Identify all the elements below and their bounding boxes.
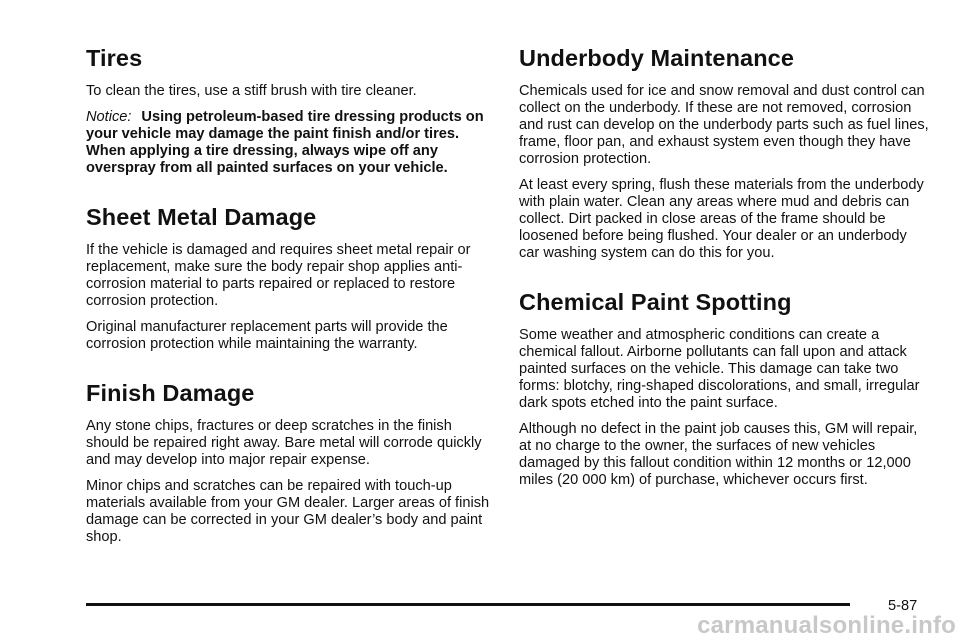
underbody-paragraph-1: Chemicals used for ice and snow removal and dust control can collect on the underbody. If these are not removed, corrosion and rust can develop on the underbody parts such as fuel lines, frame, floor pan, and exhaust system even though they have corrosion protection. [519,83,929,167]
sheet-metal-paragraph-1: If the vehicle is damaged and requires sheet metal repair or replacement, make sure the body repair shop applies anti-corrosion material to parts repaired or replaced to restore corrosion protection. [86,242,471,309]
section-chemical-paint-spotting [519,288,929,489]
section-underbody-maintenance [519,44,929,262]
watermark: carmanualsonline.info [697,612,956,639]
notice-text: Using petroleum-based tire dressing products on your vehicle may damage the paint finish and/or tires. When applying a tire dressing, always wipe off any overspray from all painted surfaces on your vehicle. [86,109,484,176]
right-column [519,44,929,489]
finish-damage-paragraph-1: Any stone chips, fractures or deep scratches in the finish should be repaired right away. Bare metal will corrode quickly and may develop into major repair expense. [86,418,482,468]
tires-paragraph: To clean the tires, use a stiff brush with tire cleaner. [86,83,417,99]
heading-finish-damage: Finish Damage [86,380,255,406]
footer-rule [86,603,850,606]
heading-chemical-paint-spotting: Chemical Paint Spotting [519,289,792,315]
tires-notice [86,109,490,177]
section-sheet-metal-damage [86,203,490,353]
heading-sheet-metal-damage: Sheet Metal Damage [86,204,317,230]
heading-underbody-maintenance: Underbody Maintenance [519,45,795,71]
chemical-paint-paragraph-1: Some weather and atmospheric conditions can create a chemical fallout. Airborne pollutants can fall upon and attack painted surfaces on the vehicle. This damage can take two forms: blotchy, ring-shaped discolorations, and small, irregular dark spots etched into the paint surface. [519,327,920,411]
heading-tires: Tires [86,45,143,71]
sheet-metal-paragraph-2: Original manufacturer replacement parts will provide the corrosion protection while maintaining the warranty. [86,319,448,352]
underbody-paragraph-2: At least every spring, flush these materials from the underbody with plain water. Clean any areas where mud and debris can collect. Dirt packed in close areas of the frame should be loosened before being flushed. Your dealer or an underbody car washing system can do this for you. [519,177,924,261]
notice-label: Notice: [86,109,132,125]
section-tires [86,44,490,177]
finish-damage-paragraph-2: Minor chips and scratches can be repaired with touch-up materials available from your GM dealer. Larger areas of finish damage can be corrected in your GM dealer’s body and paint shop. [86,478,490,545]
left-column [86,44,490,546]
chemical-paint-paragraph-2: Although no defect in the paint job causes this, GM will repair, at no charge to the owner, the surfaces of new vehicles damaged by this fallout condition within 12 months or 12,000 miles (20 000 km) of purchase, whichever occurs first. [519,421,918,488]
page-number: 5-87 [888,598,918,614]
section-finish-damage [86,379,490,546]
